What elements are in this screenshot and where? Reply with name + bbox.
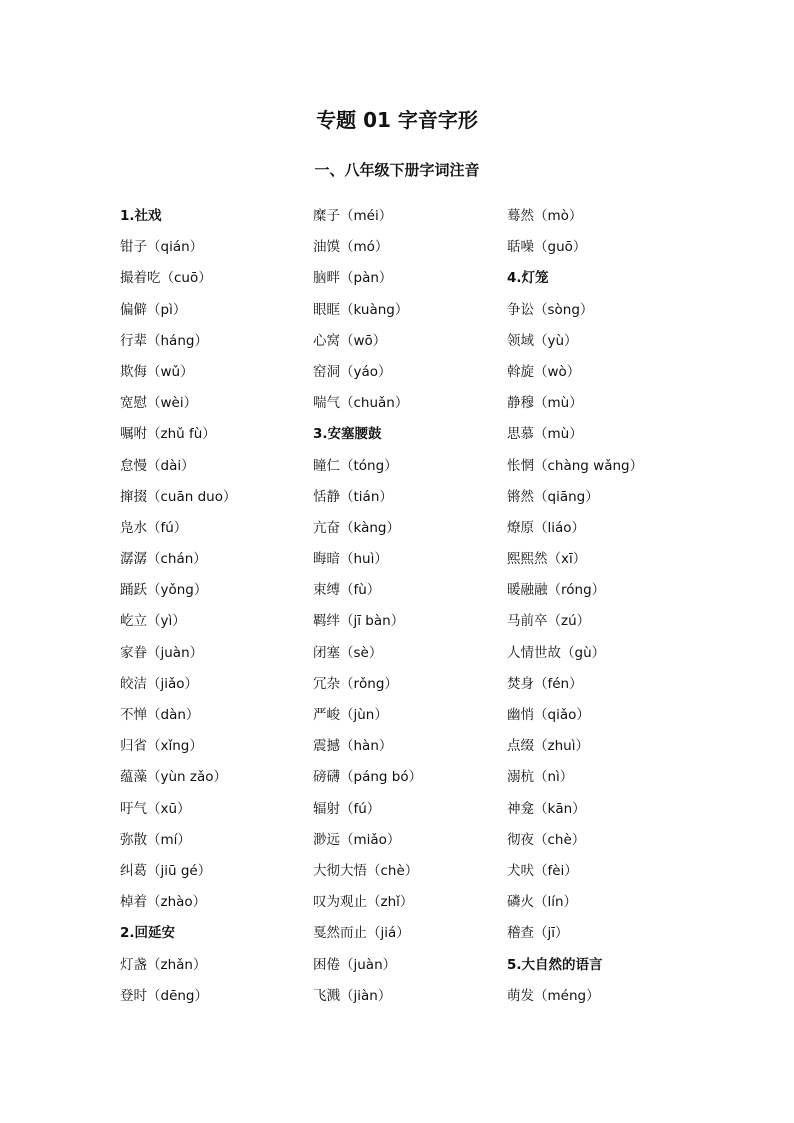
vocab-item: 欺侮（wǔ） — [120, 363, 194, 380]
vocab-item: 眼眶（kuàng） — [313, 301, 409, 318]
vocab-column-2 — [313, 205, 422, 1016]
vocab-item: 震撼（hàn） — [313, 738, 393, 755]
vocab-item: 束缚（fù） — [313, 582, 381, 599]
vocab-item: 喘气（chuǎn） — [313, 395, 409, 412]
vocab-item: 飞溅（jiàn） — [313, 987, 392, 1004]
vocab-item: 蕴藻（yùn zǎo） — [120, 769, 228, 786]
vocab-item: 斡旋（wò） — [507, 363, 581, 380]
vocab-item: 凫水（fú） — [120, 519, 188, 536]
vocab-item: 行辈（háng） — [120, 332, 208, 349]
vocab-item: 彻夜（chè） — [507, 831, 586, 848]
vocab-item: 聒噪（guō） — [507, 239, 587, 256]
vocab-item: 怅惘（chàng wǎng） — [507, 457, 644, 474]
vocab-item: 脑畔（pàn） — [313, 270, 393, 287]
vocab-item: 幽悄（qiǎo） — [507, 707, 590, 723]
vocab-item: 不惮（dàn） — [120, 707, 200, 723]
vocab-item: 心窝（wō） — [313, 332, 387, 349]
vocab-item: 潺潺（chán） — [120, 551, 207, 568]
vocab-item: 登时（dēng） — [120, 987, 209, 1004]
lesson-heading: 4.灯笼 — [507, 270, 549, 287]
vocab-item: 困倦（juàn） — [313, 956, 397, 973]
vocab-item: 叹为观止（zhǐ） — [313, 894, 414, 911]
vocab-item: 油馍（mó） — [313, 239, 389, 256]
vocab-item: 亢奋（kàng） — [313, 519, 400, 536]
vocab-item: 偏僻（pì） — [120, 301, 187, 318]
vocab-item: 皎洁（jiǎo） — [120, 675, 199, 692]
lesson-heading: 1.社戏 — [120, 208, 162, 224]
vocab-item: 纠葛（jiū gé） — [120, 862, 212, 879]
vocab-item: 犬吠（fèi） — [507, 862, 578, 879]
vocab-item: 闭塞（sè） — [313, 644, 383, 661]
vocab-item: 磅礴（páng bó） — [313, 769, 423, 786]
vocab-item: 冗杂（rǒng） — [313, 675, 398, 692]
vocab-item: 磷火（lín） — [507, 894, 578, 911]
vocab-item: 焚身（fén） — [507, 675, 583, 692]
vocab-item: 思慕（mù） — [507, 426, 583, 443]
vocab-column-3 — [507, 205, 643, 1016]
vocab-item: 棹着（zhào） — [120, 894, 207, 911]
vocab-item: 熙熙然（xī） — [507, 551, 587, 568]
vocab-item: 灯盏（zhǎn） — [120, 956, 207, 973]
vocab-item: 严峻（jùn） — [313, 707, 388, 723]
vocab-item: 萌发（méng） — [507, 987, 600, 1004]
vocab-item: 稽查（jī） — [507, 925, 569, 942]
vocab-item: 人情世故（gù） — [507, 644, 606, 661]
vocab-item: 暖融融（róng） — [507, 582, 606, 599]
vocab-item: 蓦然（mò） — [507, 208, 583, 224]
vocab-item: 溺杭（nì） — [507, 769, 574, 786]
vocab-item: 归省（xǐng） — [120, 738, 203, 755]
vocab-item: 恬静（tián） — [313, 488, 393, 505]
vocab-item: 宽慰（wèi） — [120, 395, 198, 412]
vocab-item: 渺远（miǎo） — [313, 831, 401, 848]
vocab-item: 马前卒（zú） — [507, 613, 591, 630]
vocab-item: 家眷（juàn） — [120, 644, 204, 661]
vocab-item: 弥散（mí） — [120, 831, 191, 848]
vocab-item: 辐射（fú） — [313, 800, 381, 817]
vocab-column-1 — [120, 205, 236, 1016]
vocab-item: 糜子（méi） — [313, 208, 393, 224]
section-heading: 一、八年级下册字词注音 — [314, 161, 480, 179]
vocab-item: 羁绊（jī bàn） — [313, 613, 405, 630]
vocab-item: 争讼（sòng） — [507, 301, 594, 318]
vocab-item: 晦暗（huì） — [313, 551, 388, 568]
vocab-item: 神龛（kān） — [507, 800, 586, 817]
lesson-heading: 2.回延安 — [120, 925, 176, 942]
vocab-item: 踊跃（yǒng） — [120, 582, 208, 599]
vocab-item: 屹立（yì） — [120, 613, 186, 630]
lesson-heading: 5.大自然的语言 — [507, 956, 603, 973]
vocab-item: 吁气（xū） — [120, 800, 191, 817]
vocab-item: 窑洞（yáo） — [313, 363, 392, 380]
vocab-item: 锵然（qiāng） — [507, 488, 599, 505]
vocab-item: 嘱咐（zhǔ fù） — [120, 426, 216, 443]
vocab-item: 燎原（liáo） — [507, 519, 586, 536]
vocab-item: 瞳仁（tóng） — [313, 457, 398, 474]
lesson-heading: 3.安塞腰鼓 — [313, 426, 382, 443]
vocab-item: 戛然而止（jiá） — [313, 925, 410, 942]
vocab-item: 撮着吃（cuō） — [120, 270, 212, 287]
vocab-item: 领域（yù） — [507, 332, 578, 349]
vocab-item: 大彻大悟（chè） — [313, 862, 419, 879]
vocab-item: 静穆（mù） — [507, 395, 583, 412]
vocab-item: 钳子（qián） — [120, 239, 204, 256]
vocab-item: 撺掇（cuān duo） — [120, 488, 237, 505]
vocab-item: 怠慢（dài） — [120, 457, 195, 474]
page-title: 专题 01 字音字形 — [316, 108, 478, 132]
vocab-item: 点缀（zhuì） — [507, 738, 589, 755]
